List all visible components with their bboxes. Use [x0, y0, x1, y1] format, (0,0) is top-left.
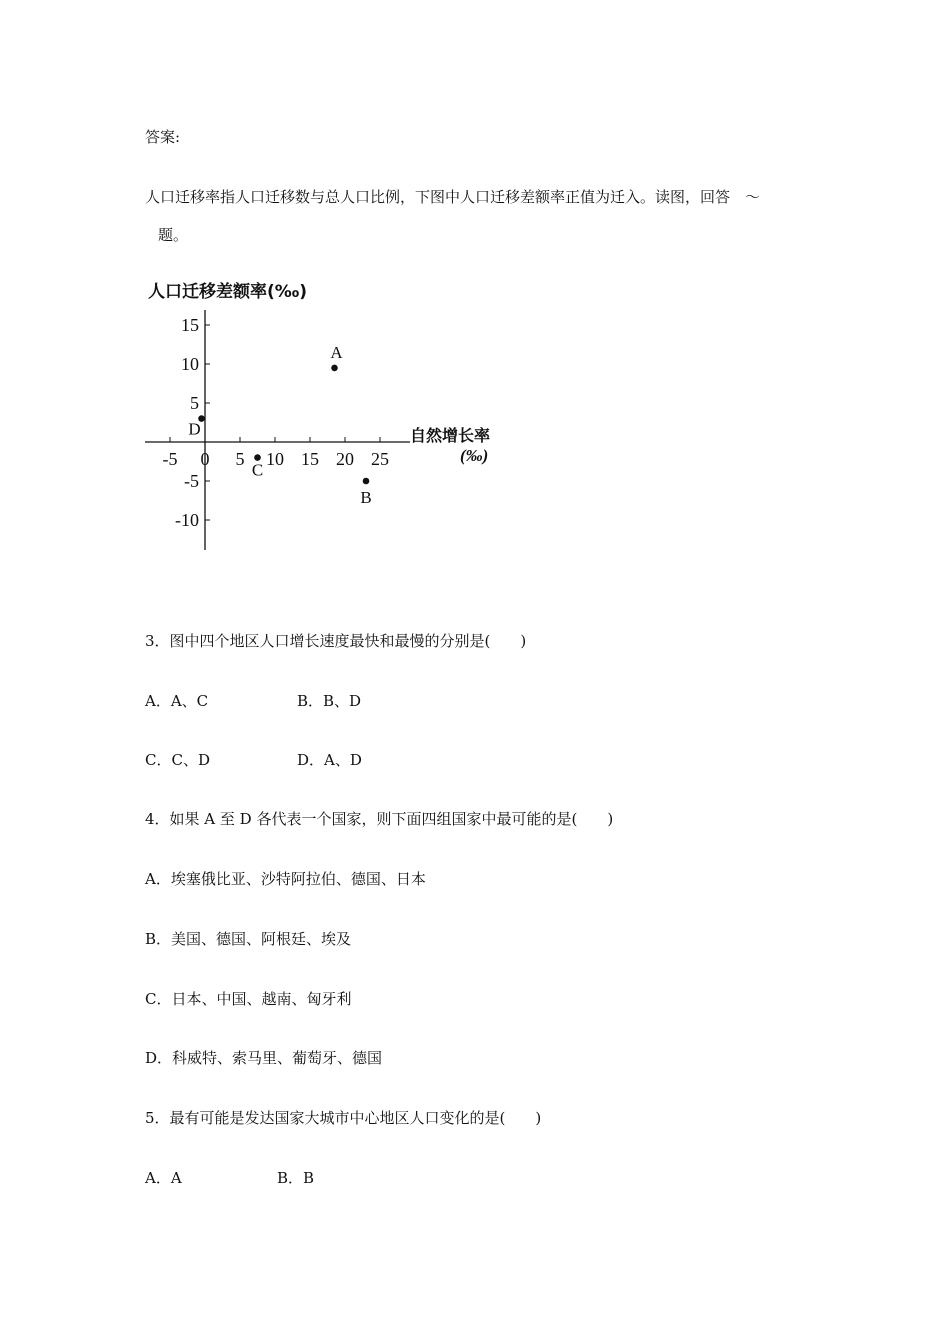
- question-5-stem: 5．最有可能是发达国家大城市中心地区人口变化的是( ): [145, 1109, 542, 1127]
- x-tick-label: 0: [200, 449, 210, 469]
- x-tick-label: 20: [336, 449, 354, 469]
- question-4-option-d: D．科威特、索马里、葡萄牙、德国: [145, 1049, 383, 1067]
- data-point-label-c: C: [251, 460, 264, 480]
- x-tick-label: 5: [235, 449, 245, 469]
- y-tick-label: -10: [175, 510, 199, 530]
- x-tick-label: -5: [162, 449, 178, 469]
- data-point-b: [363, 478, 370, 485]
- x-axis-unit: (‰): [460, 446, 489, 465]
- y-tick-label: 10: [181, 354, 199, 374]
- intro-line-1: 人口迁移率指人口迁移数与总人口比例，下图中人口迁移差额率正值为迁入。读图，回答 ～: [145, 188, 761, 206]
- question-4-option-c: C．日本、中国、越南、匈牙利: [145, 990, 352, 1008]
- question-3-option-a: A．A、C: [145, 692, 209, 710]
- x-tick-label: 15: [301, 449, 319, 469]
- answer-label: 答案:: [145, 128, 181, 146]
- y-axis-label: 人口迁移差额率(‰): [148, 282, 308, 302]
- data-point-label-a: A: [330, 342, 343, 362]
- scatter-chart: [140, 275, 520, 560]
- question-3-option-d: D．A、D: [297, 751, 362, 769]
- y-tick-label: -5: [184, 471, 199, 491]
- data-point-label-b: B: [360, 488, 372, 507]
- x-tick-label: 10: [266, 449, 284, 469]
- question-4-option-a: A．埃塞俄比亚、沙特阿拉伯、德国、日本: [145, 870, 426, 888]
- question-4-option-b: B．美国、德国、阿根廷、埃及: [145, 930, 352, 948]
- question-3-option-b: B．B、D: [297, 692, 362, 710]
- intro-line-2: 题。: [158, 226, 189, 244]
- chart-points: [188, 343, 371, 507]
- question-4-stem: 4．如果 A 至 D 各代表一个国家，则下面四组国家中最可能的是( ): [145, 810, 614, 828]
- question-5-option-b: B．B: [277, 1169, 315, 1187]
- x-axis-label: 自然增长率: [410, 426, 491, 445]
- y-tick-label: 15: [181, 315, 199, 335]
- question-3-stem: 3．图中四个地区人口增长速度最快和最慢的分别是( ): [145, 632, 527, 650]
- data-point-label-d: D: [188, 419, 201, 439]
- data-point-a: [331, 365, 338, 372]
- y-tick-label: 5: [190, 393, 199, 413]
- question-5-option-a: A．A: [145, 1169, 182, 1187]
- question-3-option-c: C．C、D: [145, 751, 210, 769]
- x-tick-label: 25: [371, 449, 389, 469]
